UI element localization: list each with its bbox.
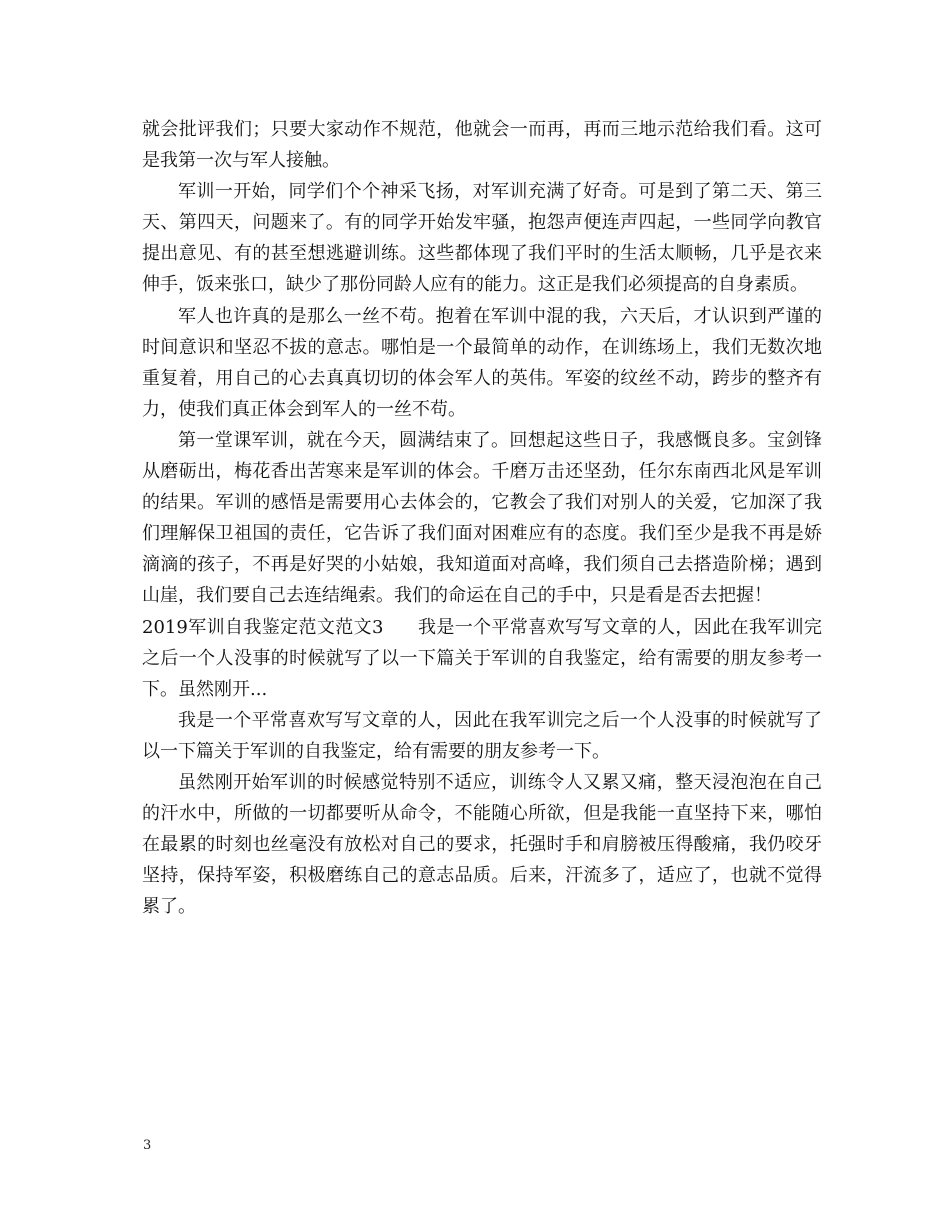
section-heading-paragraph bbox=[142, 612, 822, 705]
paragraph-training-conclusion: 第一堂课军训，就在今天，圆满结束了。回想起这些日子，我感慨良多。宝剑锋从磨砺出，梅花香出苦寒来是军训的体会。千磨万击还坚劲，任尔东南西北风是军训的结果。军训的感悟是需要用心去体会的，它教会了我们对别人的关爱，它加深了我们理解保卫祖国的责任，它告诉了我们面对困难应有的态度。我们至少是我不再是娇滴滴的孩子，不再是好哭的小姑娘，我知道面对高峰，我们须自己去搭造阶梯；遇到山崖，我们要自己去连结绳索。我们的命运在自己的手中，只是看是否去把握！ bbox=[142, 429, 822, 607]
section-summary: 我是一个平常喜欢写写文章的人，因此在我军训完之后一个人没事的时候就写了以一下篇关于军训的自我鉴定，给有需要的朋友参考一下。虽然刚开... bbox=[142, 616, 823, 700]
paragraph-soldier-discipline: 军人也许真的是那么一丝不苟。抱着在军训中混的我，六天后，才认识到严谨的时间意识和坚忍不拔的意志。哪怕是一个最简单的动作，在训练场上，我们无数次地重复着，用自己的心去真真切切的体会军人的英伟。军姿的纹丝不动，跨步的整齐有力，使我们真正体会到军人的一丝不苟。 bbox=[142, 305, 822, 420]
paragraph-training-start: 军训一开始，同学们个个神采飞扬，对军训充满了好奇。可是到了第二天、第三天、第四天，问题来了。有的同学开始发牢骚，抱怨声便连声四起，一些同学向教官提出意见、有的甚至想逃避训练。这些都体现了我们平时的生活太顺畅，几乎是衣来伸手，饭来张口，缺少了那份同龄人应有的能力。这正是我们必须提高的自身素质。 bbox=[142, 181, 822, 296]
paragraph-adaptation: 虽然刚开始军训的时候感觉特别不适应，训练令人又累又痛，整天浸泡泡在自己的汗水中，所做的一切都要听从命令，不能随心所欲，但是我能一直坚持下来，哪怕在最累的时刻也丝毫没有放松对自己的要求，托强时手和肩膀被压得酸痛，我仍咬牙坚持，保持军姿，积极磨练自己的意志品质。后来，汗流多了，适应了，也就不觉得累了。 bbox=[142, 771, 822, 918]
document-body bbox=[142, 114, 822, 922]
paragraph-continuation: 就会批评我们；只要大家动作不规范，他就会一而再，再而三地示范给我们看。这可是我第一次与军人接触。 bbox=[142, 119, 822, 172]
paragraph-intro: 我是一个平常喜欢写写文章的人，因此在我军训完之后一个人没事的时候就写了以一下篇关于军训的自我鉴定，给有需要的朋友参考一下。 bbox=[142, 709, 822, 762]
page-number: 3 bbox=[143, 1138, 152, 1153]
section-title: 2019军训自我鉴定范文范文3 bbox=[142, 616, 384, 638]
